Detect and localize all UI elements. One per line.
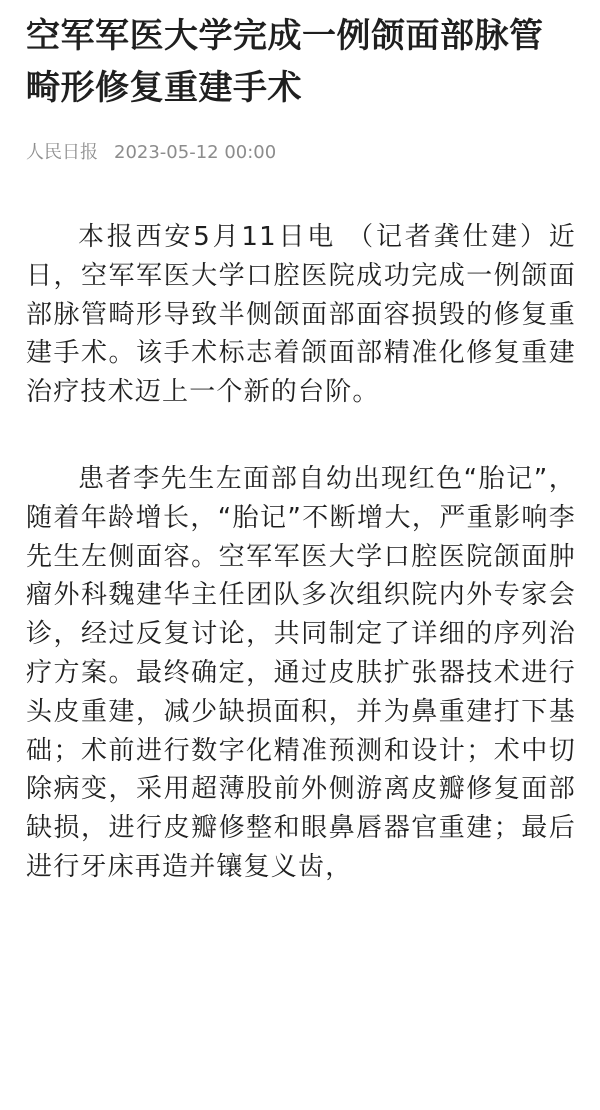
article-body (26, 218, 576, 887)
article-paragraph-1: 本报西安5月11日电 （记者龚仕建）近日，空军军医大学口腔医院成功完成一例颌面部脉管畸形导致半侧颌面部面容损毁的修复重建手术。该手术标志着颌面部精准化修复重建治疗技术迈上一个新的台阶。 (26, 222, 576, 408)
article-paragraph-2: 患者李先生左面部自幼出现红色“胎记”，随着年龄增长，“胎记”不断增大，严重影响李先生左侧面容。空军军医大学口腔医院颌面肿瘤外科魏建华主任团队多次组织院内外专家会诊，经过反复讨论，共同制定了详细的序列治疗方案。最终确定，通过皮肤扩张器技术进行头皮重建，减少缺损面积，并为鼻重建打下基础；术前进行数字化精准预测和设计；术中切除病变，采用超薄股前外侧游离皮瓣修复面部缺损，进行皮瓣修整和眼鼻唇器官重建；最后进行牙床再造并镶复义齿， (26, 463, 576, 882)
article-page (26, 10, 576, 887)
article-date: 2023-05-12 00:00 (114, 142, 277, 163)
article-title: 空军军医大学完成一例颌面部脉管畸形修复重建手术 (26, 16, 544, 108)
article-meta (26, 140, 576, 166)
article-source: 人民日报 (26, 142, 98, 163)
